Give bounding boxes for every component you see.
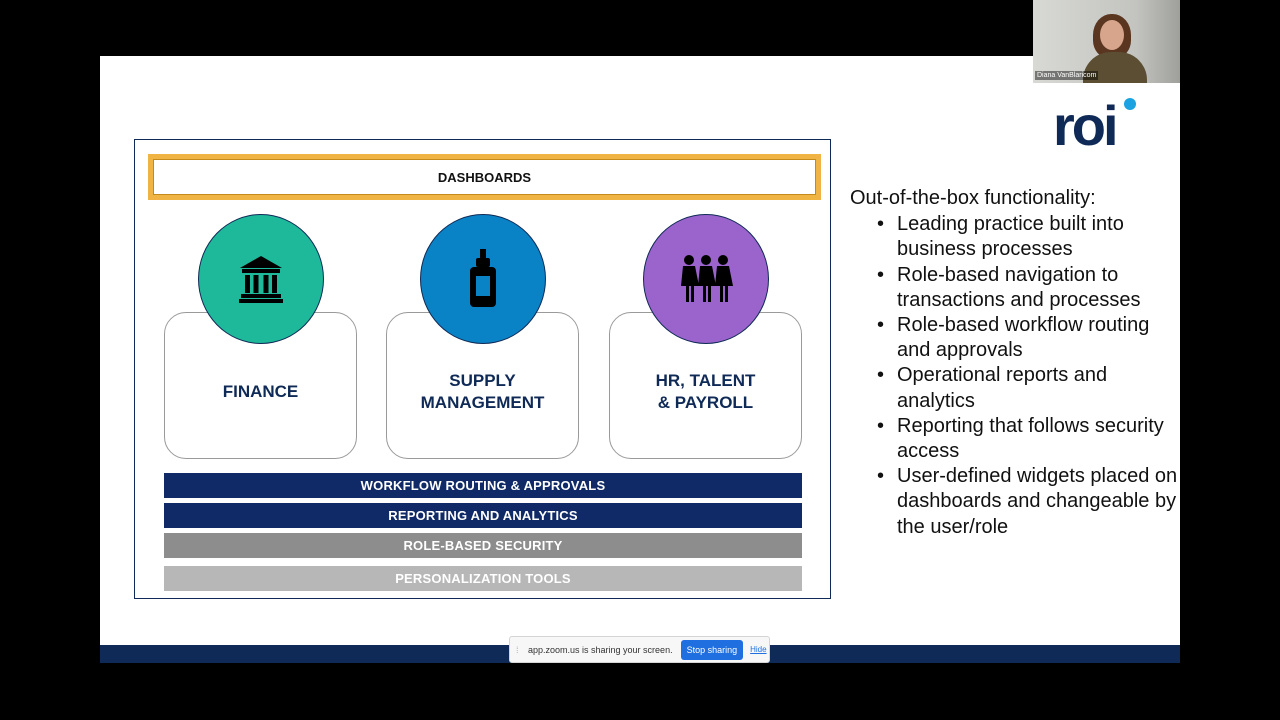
participant-name: Diana VanBlaricom <box>1037 72 1097 79</box>
bottle-icon <box>467 249 499 309</box>
functionality-heading: Out-of-the-box functionality: <box>850 187 1096 209</box>
module-supply-label: SUPPLY MANAGEMENT <box>420 370 545 412</box>
share-message: app.zoom.us is sharing your screen. <box>528 644 673 655</box>
hr-circle <box>643 214 769 344</box>
roi-logo <box>1053 94 1143 157</box>
band-workflow: WORKFLOW ROUTING & APPROVALS <box>164 473 802 498</box>
bullet-item: • Operational reports and analytics <box>875 363 1180 413</box>
supply-circle <box>420 214 546 344</box>
dashboards-label: DASHBOARDS <box>153 159 816 195</box>
dashboards-bar <box>148 154 821 200</box>
bullet-item: • User-defined widgets placed on dashboards and changeable by the user/role <box>875 464 1180 540</box>
presentation-slide <box>100 56 1180 663</box>
band-personalization: PERSONALIZATION TOOLS <box>164 566 802 591</box>
people-icon <box>679 254 733 304</box>
finance-circle <box>198 214 324 344</box>
participant-video-tile[interactable] <box>1033 0 1180 83</box>
bank-icon <box>238 254 284 304</box>
bullet-item: • Role-based workflow routing and approvals <box>875 313 1180 363</box>
bullet-item: • Role-based navigation to transactions and processes <box>875 263 1180 313</box>
stop-sharing-button[interactable]: Stop sharing <box>681 640 744 660</box>
band-security: ROLE-BASED SECURITY <box>164 533 802 558</box>
bullet-item: • Leading practice built into business processes <box>875 212 1180 262</box>
module-finance-label: FINANCE <box>222 381 299 401</box>
drag-handle-icon[interactable]: ⁞ <box>516 644 519 655</box>
bullet-item: • Reporting that follows security access <box>875 414 1180 464</box>
platform-diagram <box>134 139 831 599</box>
band-reporting: REPORTING AND ANALYTICS <box>164 503 802 528</box>
hide-link[interactable]: Hide <box>750 645 767 654</box>
functionality-list <box>850 186 1180 540</box>
module-hr-label: HR, TALENT & PAYROLL <box>655 370 756 412</box>
screen-share-bar <box>509 636 770 663</box>
logo-text: roi <box>1053 94 1116 157</box>
logo-dot <box>1124 98 1136 110</box>
